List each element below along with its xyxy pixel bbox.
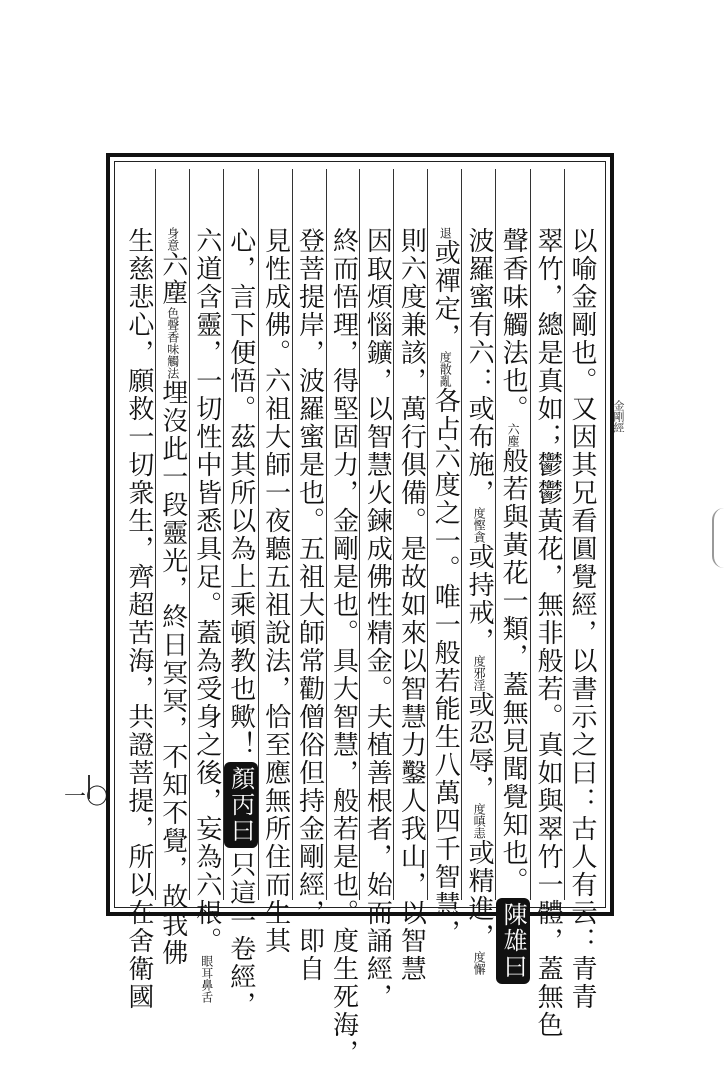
annotation: 度邪淫 [472, 655, 487, 691]
annotation: 度散亂 [438, 351, 453, 387]
column-text: 波羅蜜有六：或布施， [464, 227, 495, 507]
speaker-label: 顏丙曰 [224, 762, 258, 848]
text-column-7 [359, 169, 393, 1011]
column-text: 心，言下便悟。茲其所以為上乘頓教也歟！ [225, 227, 256, 759]
column-text: 各占六度之一。唯一般若能生八萬四千智慧， [430, 387, 461, 947]
text-column-10 [258, 169, 292, 955]
column-text: 六塵 [157, 251, 188, 307]
column-text: 只這一卷經， [225, 851, 256, 1019]
column-text: 翠竹，總是真如；鬱鬱黃花，無非般若。真如與翠竹一體，蓋無色 [533, 227, 564, 1039]
annotation: 度嗔恚 [472, 803, 487, 839]
annotation: 退 [438, 227, 453, 239]
column-text: 因取煩惱鑛，以智慧火鍊成佛性精金。夫植善根者，始而誦經， [362, 227, 393, 1011]
column-text: 六道含靈，一切性中皆悉具足。蓋為受身之後，妄為六根。 [191, 227, 222, 955]
column-text: 生慈悲心，願救一切衆生，齊超苦海，共證菩提，所以在舍衛國 [123, 227, 154, 1011]
column-text: 則六度兼該，萬行俱備。是故如來以智慧力鑿人我山，以智慧 [396, 227, 427, 983]
column-text: 聲香味觸法也。 [498, 227, 529, 423]
text-column-6 [393, 169, 427, 983]
column-text: 埋沒此一段靈光，終日冥冥，不知不覺，故我佛 [157, 379, 188, 967]
speaker-label: 陳雄曰 [496, 898, 530, 984]
annotation: 度懈 [472, 951, 487, 975]
text-column-8 [326, 169, 360, 1067]
page-edge-mark [712, 508, 724, 568]
annotation: 眼耳鼻舌 [199, 955, 214, 1003]
column-text: 般若與黃花一類，蓋無見聞覺知也。 [498, 447, 529, 895]
page-frame [106, 153, 614, 1067]
column-text: 或持戒， [464, 543, 495, 655]
annotation: 色聲香味觸法 [165, 307, 180, 379]
text-column-14 [122, 169, 155, 1011]
text-column-1 [564, 169, 598, 1011]
column-text: 登菩提岸，波羅蜜是也。五祖大師常勸僧俗但持金剛經，即自 [294, 227, 325, 983]
text-column-3 [495, 169, 530, 980]
page-number: 一〇 [64, 785, 109, 810]
text-column-4 [461, 169, 495, 975]
column-text: 見性成佛。六祖大師一夜聽五祖說法，恰至應無所住而生其 [260, 227, 291, 955]
column-text: 終而悟理，得堅固力，金剛是也。具大智慧，般若是也。度生死海， [328, 227, 359, 1067]
column-text: 或禪定， [430, 239, 461, 351]
side-margin-title: 金剛經 [612, 400, 625, 433]
annotation: 六塵 [506, 423, 521, 447]
column-text: 或精進， [464, 839, 495, 951]
column-text: 或忍辱， [464, 691, 495, 803]
annotation: 度慳貪 [472, 507, 487, 543]
column-text: 以喻金剛也。又因其兄看圓覺經，以書示之曰：古人有云：青青 [567, 227, 597, 1011]
text-column-11 [223, 169, 258, 1019]
text-column-13 [155, 169, 189, 967]
annotation: 身意 [165, 227, 180, 251]
text-column-5 [427, 169, 461, 947]
text-column-12 [189, 169, 223, 1003]
text-column-2 [530, 169, 564, 1039]
text-columns [122, 169, 598, 1067]
text-column-9 [292, 169, 326, 983]
